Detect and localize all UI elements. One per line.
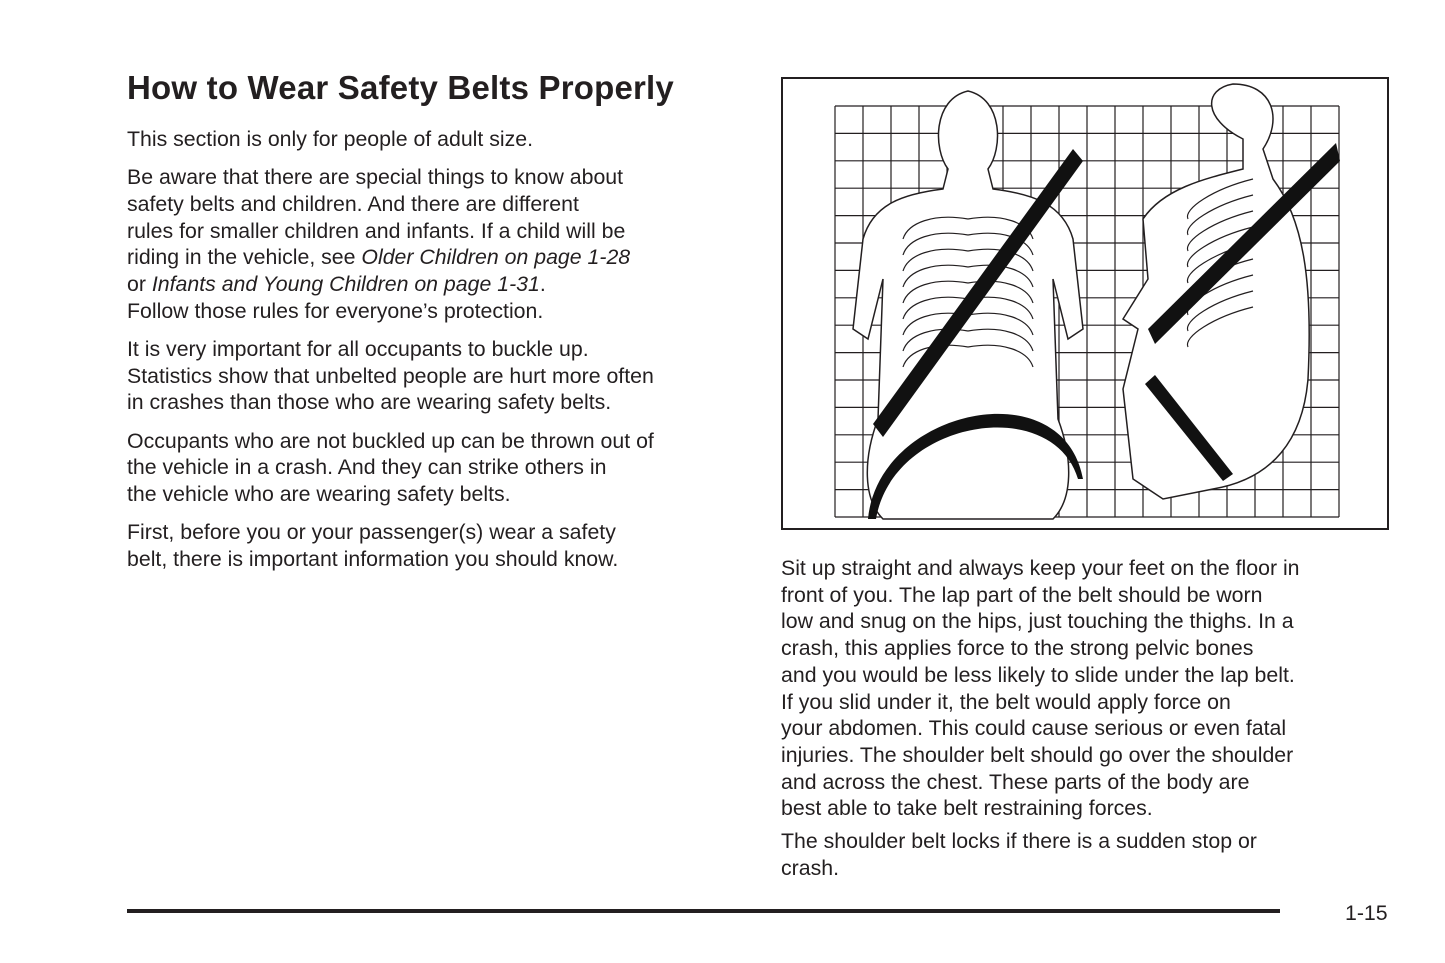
text-line: The shoulder belt locks if there is a sudden stop or [781,829,1257,854]
footer-rule [127,909,1280,913]
paragraph [127,519,654,572]
page-title: How to Wear Safety Belts Properly [127,69,674,106]
paragraph [127,428,654,508]
text-line: Follow those rules for everyone’s protection. [127,298,544,323]
text-line: If you slid under it, the belt would apply force on [781,689,1231,714]
text-line: It is very important for all occupants to buckle up. [127,336,589,361]
text-line: Sit up straight and always keep your feet on the floor in [781,556,1300,580]
paragraph [127,336,654,416]
text-line: the vehicle who are wearing safety belts. [127,481,511,506]
text-line: and you would be less likely to slide under the lap belt. [781,662,1295,687]
text-line: First, before you or your passenger(s) wear a safety [127,520,616,545]
paragraph [781,555,1300,822]
text-segment: riding in the vehicle, see [127,245,362,270]
text-line [127,244,654,271]
text-segment: or [127,272,152,297]
text-line: best able to take belt restraining forces. [781,796,1153,821]
text-line [127,271,654,298]
text-line: front of you. The lap part of the belt should be worn [781,582,1263,607]
cross-reference-link[interactable]: Older Children on page 1-28 [361,245,631,270]
text-line: rules for smaller children and infants. If a child will be [127,218,626,243]
paragraph [127,126,654,153]
text-line: injuries. The shoulder belt should go over the shoulder [781,742,1294,767]
text-line: safety belts and children. And there are different [127,191,579,216]
text-line: in crashes than those who are wearing safety belts. [127,390,612,415]
paragraph [781,828,1300,881]
safety-belt-illustration [781,77,1389,530]
text-line: Occupants who are not buckled up can be thrown out of [127,428,654,453]
paragraph [127,164,654,324]
right-column [781,555,1300,887]
text-segment: . [539,272,546,297]
text-line: and across the chest. These parts of the body are [781,769,1250,794]
text-line: the vehicle in a crash. And they can strike others in [127,455,607,480]
text-line: crash, this applies force to the strong pelvic bones [781,636,1254,661]
text-line: your abdomen. This could cause serious or even fatal [781,716,1287,741]
text-line: This section is only for people of adult size. [127,127,534,151]
cross-reference-link[interactable]: Infants and Young Children on page 1-31 [151,272,540,297]
text-line: Statistics show that unbelted people are hurt more often [127,363,654,388]
left-column [127,126,654,584]
text-line: crash. [781,855,839,880]
text-line: belt, there is important information you should know. [127,546,619,571]
text-line: low and snug on the hips, just touching the thighs. In a [781,609,1294,634]
text-line: Be aware that there are special things to know about [127,165,624,190]
page-number: 1-15 [1345,901,1388,925]
